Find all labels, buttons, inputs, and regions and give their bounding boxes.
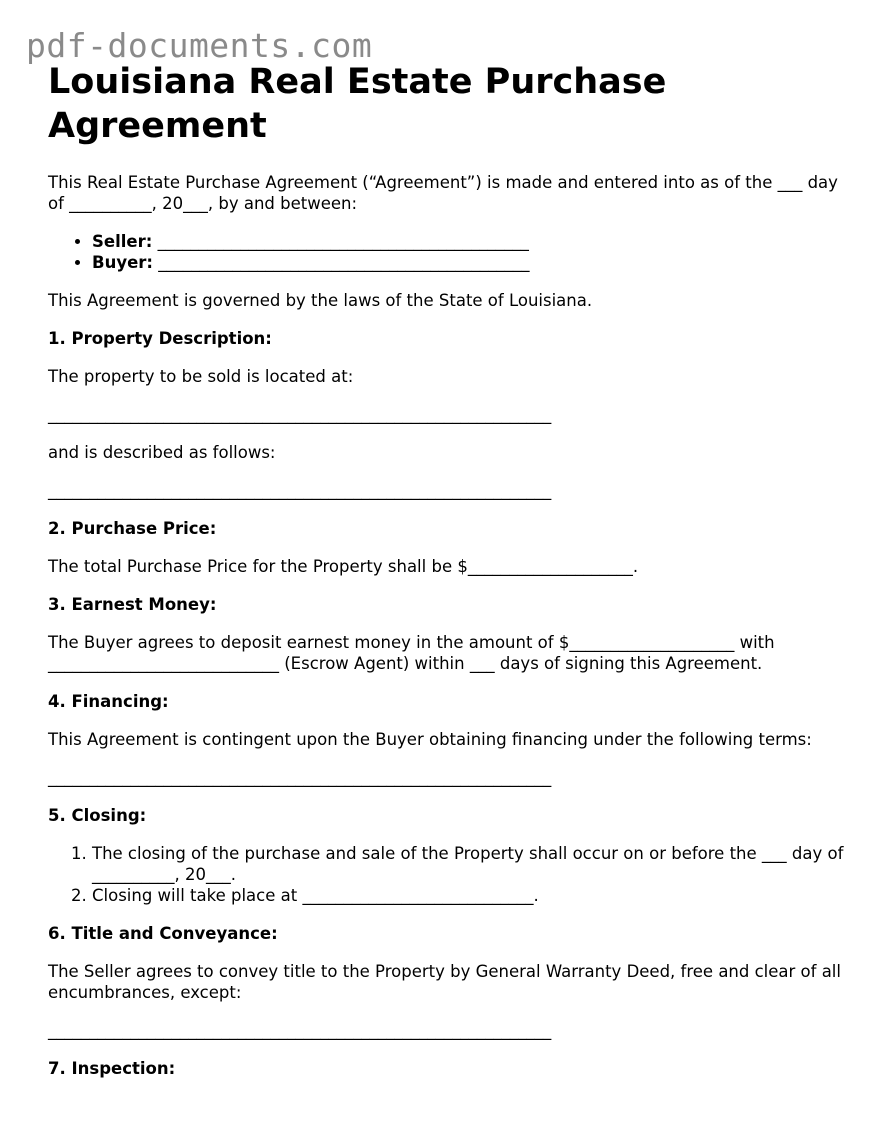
section-heading: 5. Closing: <box>48 806 147 825</box>
section-heading: 7. Inspection: <box>48 1059 176 1078</box>
intro-paragraph: This Real Estate Purchase Agreement (“Agreement”) is made and entered into as of the ___ day of __________, 20___, by and between: <box>48 173 838 213</box>
section-heading: 2. Purchase Price: <box>48 519 217 538</box>
section-heading: 1. Property Description: <box>48 329 272 348</box>
title-exceptions-blank: _____________________________________________________________ <box>48 1021 552 1040</box>
earnest-money-text: The Buyer agrees to deposit earnest money in the amount of $____________________ with ____________________________ (Escrow Agent) within ___ days of signing this Agreement. <box>48 633 775 673</box>
seller-blank: _____________________________________________ <box>157 232 529 251</box>
property-description-blank: _____________________________________________________________ <box>48 481 552 500</box>
section-heading: 3. Earnest Money: <box>48 595 217 614</box>
title-conveyance-text: The Seller agrees to convey title to the Property by General Warranty Deed, free and clear of all encumbrances, except: <box>48 962 841 1002</box>
purchase-price-text: The total Purchase Price for the Property shall be $____________________. <box>48 557 639 576</box>
list-item: 2. Closing will take place at ____________________________. <box>92 885 848 906</box>
section-heading: 6. Title and Conveyance: <box>48 924 278 943</box>
section-heading: 4. Financing: <box>48 692 169 711</box>
property-description-text: and is described as follows: <box>48 443 276 462</box>
property-location-text: The property to be sold is located at: <box>48 367 354 386</box>
list-item: 1. The closing of the purchase and sale of the Property shall occur on or before the ___ day of __________, 20___. <box>92 843 848 885</box>
buyer-label: Buyer: <box>92 253 154 272</box>
property-location-blank: _____________________________________________________________ <box>48 405 552 424</box>
financing-text: This Agreement is contingent upon the Buyer obtaining financing under the following terms: <box>48 730 812 749</box>
document-body <box>48 60 848 1079</box>
watermark: pdf-documents.com <box>26 26 373 65</box>
governing-law: This Agreement is governed by the laws of the State of Louisiana. <box>48 291 593 310</box>
parties-list <box>48 231 848 273</box>
page-title: Louisiana Real Estate Purchase Agreement <box>48 62 667 146</box>
buyer-blank: _____________________________________________ <box>158 253 530 272</box>
list-item <box>92 231 848 252</box>
financing-blank: _____________________________________________________________ <box>48 768 552 787</box>
seller-label: Seller: <box>92 232 153 251</box>
closing-list <box>48 843 848 906</box>
list-item <box>92 252 848 273</box>
